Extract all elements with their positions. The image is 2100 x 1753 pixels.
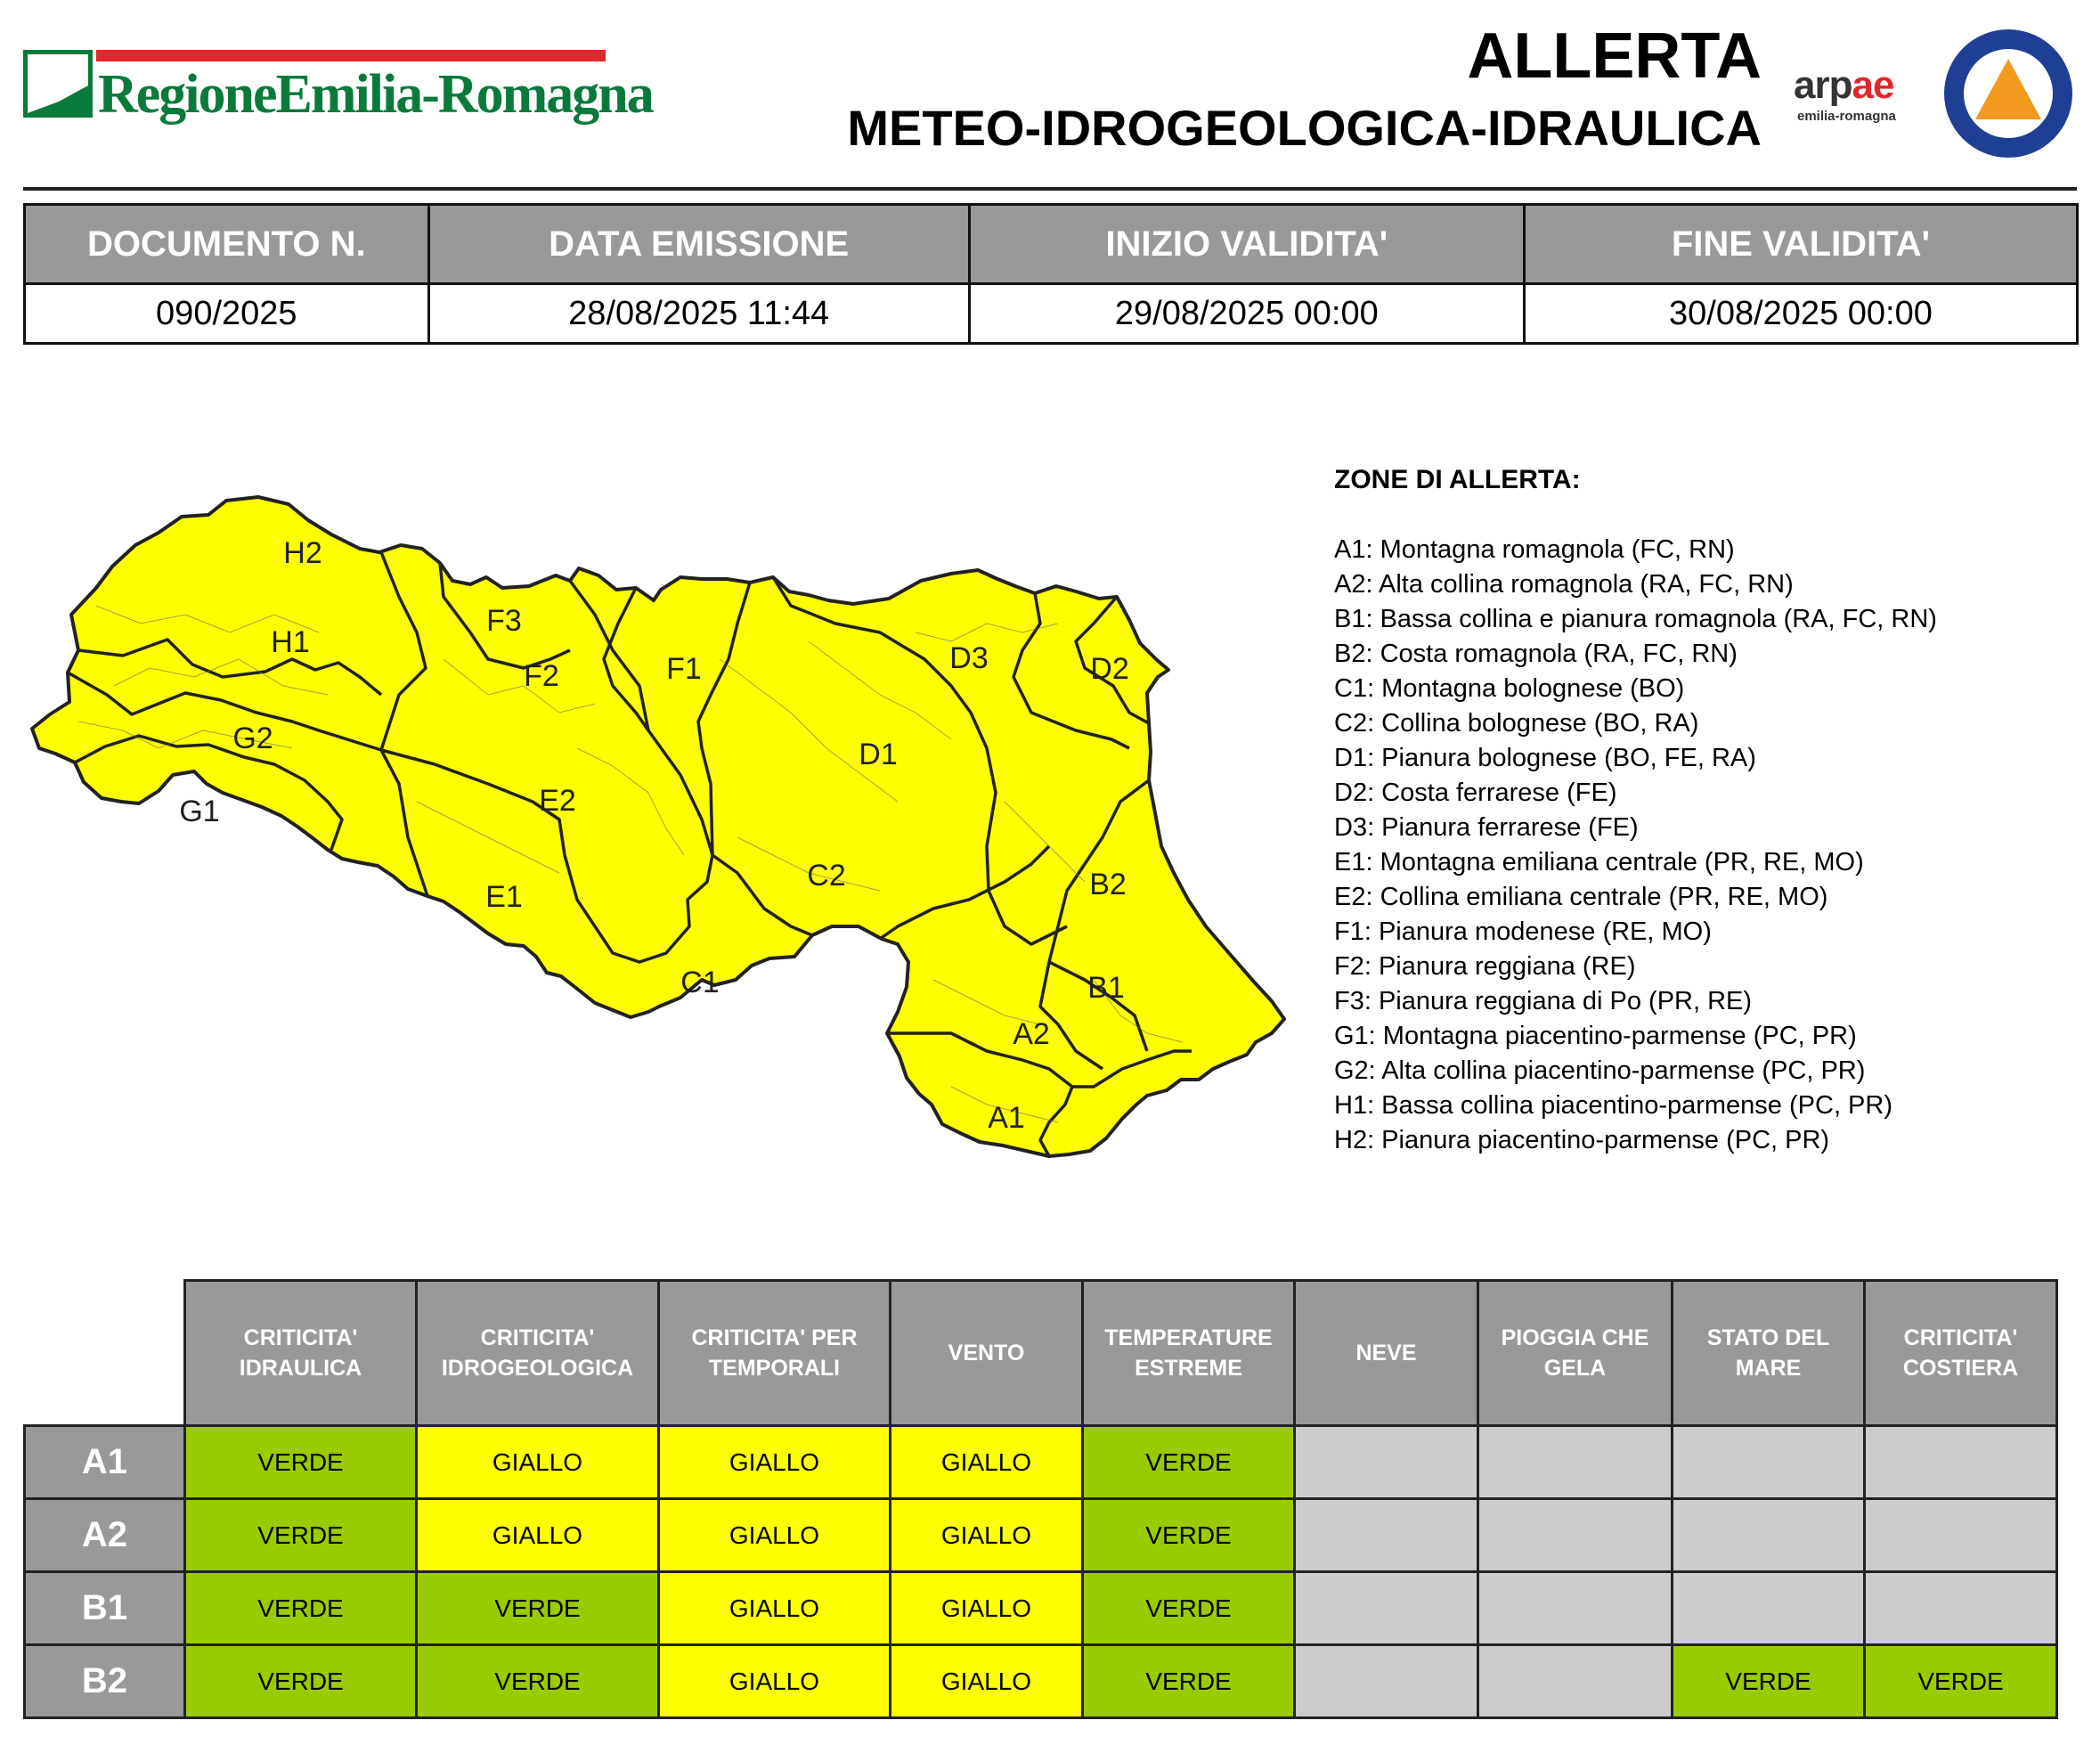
zone-list-item: G1: Montagna piacentino-parmense (PC, PR) xyxy=(1334,1022,1857,1050)
map-label-a1: A1 xyxy=(988,1101,1025,1135)
arpae-sub: emilia-romagna xyxy=(1797,109,1896,124)
column-header-line: TEMPERATURE xyxy=(1104,1325,1273,1350)
regione-logo xyxy=(23,50,653,134)
column-header-line: IDROGEOLOGICA xyxy=(441,1356,634,1381)
table-row xyxy=(25,1426,2057,1499)
arpae-brand: arpae xyxy=(1794,63,1894,107)
table-row xyxy=(25,1645,2057,1718)
criticality-cell xyxy=(1673,1499,1865,1572)
column-header-line: STATO DEL xyxy=(1706,1325,1830,1350)
column-header xyxy=(1083,1281,1295,1426)
zone-list-item: H2: Pianura piacentino-parmense (PC, PR) xyxy=(1334,1126,1830,1154)
criticality-cell xyxy=(1295,1499,1478,1572)
criticality-cell xyxy=(1673,1572,1865,1645)
zone-list-item: D2: Costa ferrarese (FE) xyxy=(1334,779,1617,807)
map-label-d2: D2 xyxy=(1090,652,1129,686)
info-header-inizio: INIZIO VALIDITA' xyxy=(969,205,1524,284)
criticality-cell xyxy=(1865,1572,2057,1645)
map-label-a2: A2 xyxy=(1013,1017,1050,1051)
map-label-c1: C1 xyxy=(680,966,720,999)
zone-list-item: F3: Pianura reggiana di Po (PR, RE) xyxy=(1334,987,1753,1015)
criticality-cell: VERDE xyxy=(1083,1499,1295,1572)
zones-title: ZONE DI ALLERTA: xyxy=(1334,465,1581,494)
info-value-fine: 30/08/2025 00:00 xyxy=(1524,284,2077,344)
map-label-h1: H1 xyxy=(271,625,310,659)
criticality-table xyxy=(23,1279,2058,1719)
map-region-shape xyxy=(32,497,1284,1156)
column-header xyxy=(417,1281,659,1426)
column-header-line: VENTO xyxy=(948,1341,1025,1366)
criticality-cell: GIALLO xyxy=(659,1426,891,1499)
criticality-cell: GIALLO xyxy=(659,1645,891,1718)
zone-list-item: F2: Pianura reggiana (RE) xyxy=(1334,952,1636,981)
column-header-line: CRITICITA' xyxy=(1903,1325,2018,1350)
criticality-cell: VERDE xyxy=(185,1499,417,1572)
column-header-line: NEVE xyxy=(1355,1341,1417,1366)
criticality-cell: GIALLO xyxy=(417,1499,659,1572)
criticality-cell: VERDE xyxy=(1083,1572,1295,1645)
column-header-line: PIOGGIA CHE xyxy=(1501,1325,1649,1350)
zone-list-item: H1: Bassa collina piacentino-parmense (PC, PR) xyxy=(1334,1091,1892,1120)
column-header-line: TEMPORALI xyxy=(708,1356,841,1381)
column-header xyxy=(1865,1281,2057,1426)
map-label-f1: F1 xyxy=(666,652,702,686)
info-value-documento: 090/2025 xyxy=(25,284,429,344)
criticality-cell xyxy=(1295,1572,1478,1645)
map-label-f2: F2 xyxy=(524,659,559,693)
table-row xyxy=(25,1499,2057,1572)
zone-list-item: G2: Alta collina piacentino-parmense (PC, PR) xyxy=(1334,1056,1866,1085)
criticality-cell: VERDE xyxy=(417,1645,659,1718)
regione-flag-icon xyxy=(23,50,93,118)
map-label-f3: F3 xyxy=(486,604,522,638)
column-header-line: ESTREME xyxy=(1135,1356,1242,1381)
criticality-cell: VERDE xyxy=(1083,1645,1295,1718)
map-label-c2: C2 xyxy=(807,859,846,893)
table-row xyxy=(25,1572,2057,1645)
map-label-g2: G2 xyxy=(232,722,273,755)
info-value-inizio: 29/08/2025 00:00 xyxy=(969,284,1524,344)
column-header xyxy=(185,1281,417,1426)
protezione-civile-seal-icon xyxy=(1941,27,2075,160)
map-label-b1: B1 xyxy=(1087,971,1125,1005)
zone-list-item: E2: Collina emiliana centrale (PR, RE, MO) xyxy=(1334,883,1828,911)
map-label-g1: G1 xyxy=(179,795,220,828)
regione-logo-text: RegioneEmilia-Romagna xyxy=(98,64,653,125)
zones-list xyxy=(1334,533,1937,1158)
criticality-cell xyxy=(1865,1426,2057,1499)
criticality-cell: GIALLO xyxy=(417,1426,659,1499)
map-label-b2: B2 xyxy=(1089,868,1127,901)
column-header-line: CRITICITA' xyxy=(243,1325,358,1350)
row-zone-label: B1 xyxy=(25,1572,185,1645)
criticality-cell: VERDE xyxy=(185,1426,417,1499)
column-header-line: CRITICITA' PER xyxy=(691,1325,858,1350)
criticality-cell: VERDE xyxy=(417,1572,659,1645)
map-label-d1: D1 xyxy=(859,738,898,771)
info-value-emissione: 28/08/2025 11:44 xyxy=(428,284,969,344)
info-header-documento: DOCUMENTO N. xyxy=(25,205,429,284)
column-header-line: CRITICITA' xyxy=(480,1325,595,1350)
criticality-cell: GIALLO xyxy=(891,1645,1083,1718)
zone-list-item: B1: Bassa collina e pianura romagnola (RA, FC, RN) xyxy=(1334,605,1937,633)
header-divider xyxy=(23,187,2077,191)
criticality-cell: GIALLO xyxy=(891,1572,1083,1645)
row-zone-label: A1 xyxy=(25,1426,185,1499)
map-label-e1: E1 xyxy=(485,880,523,914)
page-title: ALLERTA xyxy=(1467,20,1762,92)
column-header xyxy=(1478,1281,1673,1426)
criticality-cell: VERDE xyxy=(1865,1645,2057,1718)
criticality-cell xyxy=(1865,1499,2057,1572)
criticality-cell xyxy=(1478,1645,1673,1718)
criticality-cell xyxy=(1478,1499,1673,1572)
arpae-logo xyxy=(1794,62,1927,134)
criticality-cell: GIALLO xyxy=(659,1499,891,1572)
criticality-cell: VERDE xyxy=(1673,1645,1865,1718)
criticality-cell xyxy=(1478,1572,1673,1645)
zone-list-item: A1: Montagna romagnola (FC, RN) xyxy=(1334,535,1735,564)
zone-list-item: A2: Alta collina romagnola (RA, FC, RN) xyxy=(1334,570,1794,599)
criticality-cell xyxy=(1295,1645,1478,1718)
info-header-emissione: DATA EMISSIONE xyxy=(428,205,969,284)
criticality-cell xyxy=(1478,1426,1673,1499)
map-label-e2: E2 xyxy=(539,784,576,818)
criticality-cell: VERDE xyxy=(185,1645,417,1718)
criticality-cell: GIALLO xyxy=(659,1572,891,1645)
row-zone-label: B2 xyxy=(25,1645,185,1718)
criticality-cell: GIALLO xyxy=(891,1426,1083,1499)
criticality-cell: VERDE xyxy=(1083,1426,1295,1499)
column-header-line: MARE xyxy=(1735,1356,1802,1381)
page-subtitle: METEO-IDROGEOLOGICA-IDRAULICA xyxy=(847,100,1762,156)
map-label-h2: H2 xyxy=(283,536,322,570)
zone-list-item: F1: Pianura modenese (RE, MO) xyxy=(1334,917,1712,946)
column-header-line: IDRAULICA xyxy=(239,1356,362,1381)
criticality-cell xyxy=(1295,1426,1478,1499)
column-header-line: COSTIERA xyxy=(1902,1356,2019,1381)
zone-list-item: C1: Montagna bolognese (BO) xyxy=(1334,674,1685,703)
zone-list-item: D3: Pianura ferrarese (FE) xyxy=(1334,813,1639,842)
info-header-fine: FINE VALIDITA' xyxy=(1524,205,2077,284)
criticality-cell: VERDE xyxy=(185,1572,417,1645)
criticality-cell: GIALLO xyxy=(891,1499,1083,1572)
column-header xyxy=(1295,1281,1478,1426)
zone-list-item: E1: Montagna emiliana centrale (PR, RE, MO) xyxy=(1334,848,1864,876)
zone-list-item: D1: Pianura bolognese (BO, FE, RA) xyxy=(1334,744,1756,772)
map-label-d3: D3 xyxy=(949,641,989,675)
logo-red-bar xyxy=(96,50,606,61)
document-info-table xyxy=(23,203,2079,345)
map-region-outline xyxy=(32,497,1284,1156)
zone-list-item: B2: Costa romagnola (RA, FC, RN) xyxy=(1334,640,1738,668)
criticality-cell xyxy=(1673,1426,1865,1499)
column-header xyxy=(659,1281,891,1426)
row-zone-label: A2 xyxy=(25,1499,185,1572)
zone-list-item: C2: Collina bolognese (BO, RA) xyxy=(1334,709,1699,738)
column-header xyxy=(891,1281,1083,1426)
column-header xyxy=(1673,1281,1865,1426)
column-header-line: GELA xyxy=(1543,1356,1607,1381)
alert-zones-map xyxy=(25,481,1307,1194)
table-corner xyxy=(25,1281,185,1426)
